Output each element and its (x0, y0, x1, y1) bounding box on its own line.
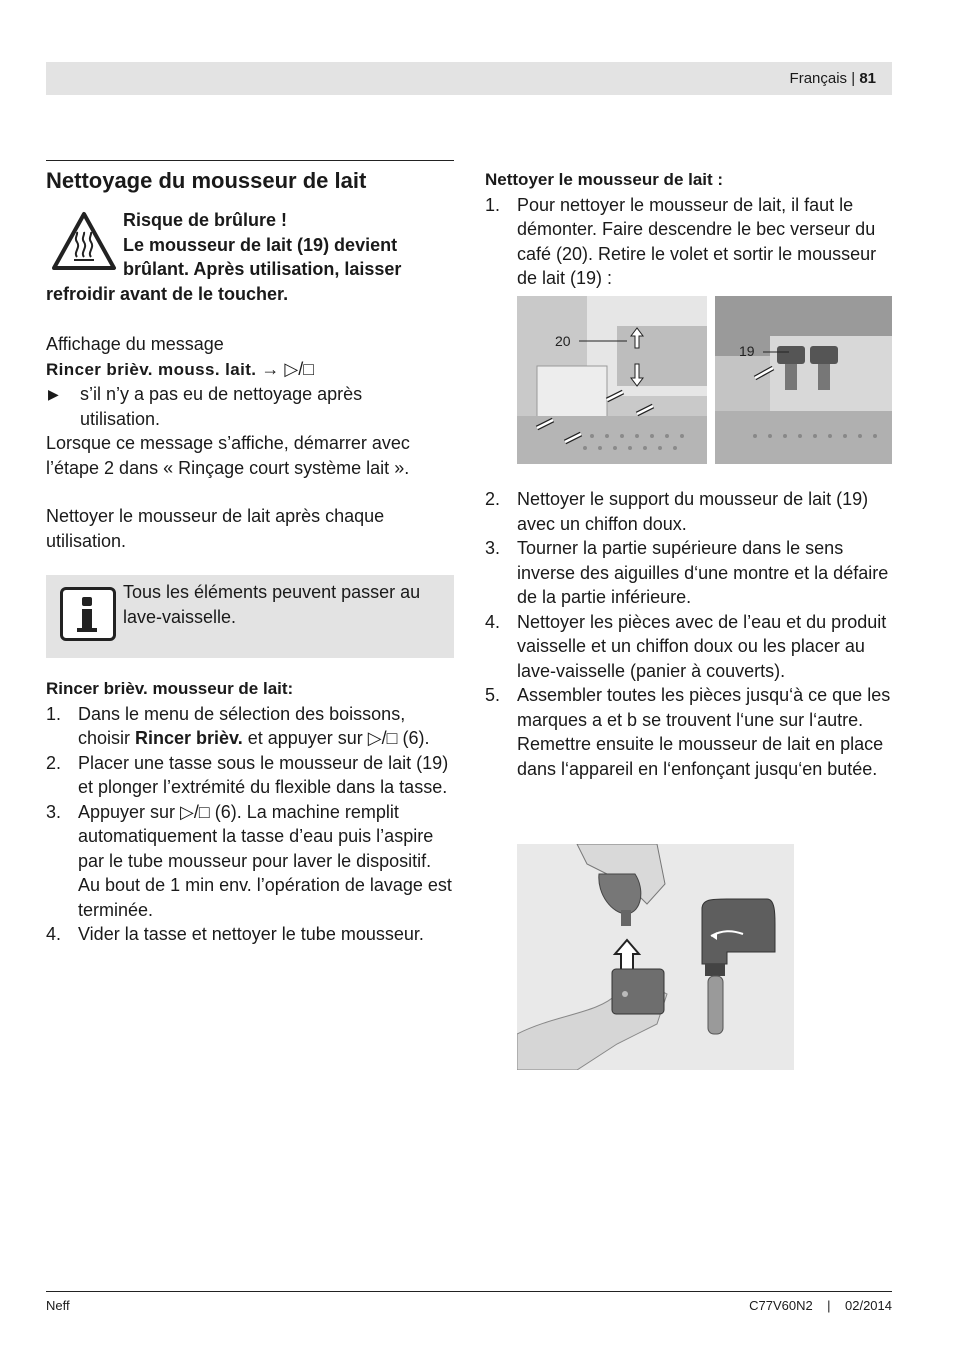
step-text-part: et appuyer sur ▷/□ (6). (242, 728, 430, 748)
step-text (78, 702, 454, 751)
list-item (46, 751, 454, 800)
machine-front-illustration (517, 296, 707, 464)
list-item (485, 193, 893, 291)
info-note (46, 575, 454, 658)
step-text: Assembler toutes les pièces jusqu‘à ce que les marques a et b se trouvent l‘une sur l‘autre. Remettre ensuite le mousseur de lait en place dans l‘appareil en l‘enfonçant jusqu‘en butée. (517, 685, 891, 779)
frother-removal-illustration (715, 296, 892, 464)
bullet-text (80, 382, 362, 431)
photo-frother-disassembly (517, 844, 794, 1070)
section-title: Nettoyage du mousseur de lait (46, 168, 367, 193)
display-intro: Affichage du message (46, 334, 224, 354)
step-number: 3. (46, 801, 62, 822)
warning-line: refroidir avant de le toucher. (46, 283, 289, 304)
step-text-part: Dans le menu de sélection des boissons, choisir (78, 703, 406, 748)
condition-bullet (46, 382, 454, 431)
step-text: Vider la tasse et nettoyer le tube mousseur. (78, 924, 424, 944)
warning-text (46, 208, 401, 306)
note-text: Tous les éléments peuvent passer au lave-vaisselle. (123, 582, 421, 627)
list-item (46, 702, 454, 751)
header-language: Français (789, 70, 848, 87)
rinse-steps (46, 702, 454, 947)
list-item (485, 487, 893, 536)
step-text: Nettoyer les pièces avec de l’eau et du produit vaisselle et un chiffon doux ou les placer au lave-vaisselle (panier à couverts). (517, 611, 887, 681)
list-item (485, 536, 893, 610)
triangle-bullet-icon: ▶ (48, 386, 59, 402)
left-column (46, 160, 454, 947)
footer-brand: Neff (46, 1298, 70, 1313)
step-text: Pour nettoyer le mousseur de lait, il faut le démonter. Faire descendre le bec verseur du café (20). Retire le volet et sortir le mousseur de lait (19) : (517, 194, 877, 288)
footer-info (749, 1298, 892, 1313)
step-number: 4. (485, 611, 501, 632)
menu-item-name: Rincer brièv. (135, 728, 243, 748)
photo-lower-coffee-spout (517, 296, 707, 464)
page-header (46, 62, 892, 95)
photo-remove-milk-frother (715, 296, 892, 464)
step-number: 1. (485, 194, 501, 215)
page-number: 81 (859, 70, 876, 87)
footer-rule (46, 1291, 892, 1292)
list-item (485, 683, 893, 781)
bullet-line: utilisation. (80, 408, 161, 429)
step-number: 2. (485, 489, 501, 509)
display-message-line (46, 357, 454, 383)
start-stop-symbol: → ▷/□ (261, 358, 315, 379)
warning-line: Le mousseur de lait (19) devient (123, 234, 398, 255)
step-number: 2. (46, 752, 62, 773)
step-text: Tourner la partie supérieure dans le sens inverse des aiguilles d‘une montre et la défaire de la partie inférieure. (517, 538, 889, 607)
step-number: 3. (485, 538, 501, 558)
step-number: 1. (46, 703, 62, 724)
publication-date: 02/2014 (845, 1298, 892, 1313)
paragraph: Nettoyer le mousseur de lait après chaque utilisation. (46, 506, 385, 551)
list-item (46, 800, 454, 923)
clean-steps-part2-container (485, 487, 893, 781)
header-text (790, 70, 876, 87)
right-column (485, 168, 893, 291)
model-number: C77V60N2 (749, 1298, 813, 1313)
rinse-subheading: Rincer brièv. mousseur de lait: (46, 679, 294, 698)
clean-steps-part2 (485, 487, 893, 781)
step-text: Appuyer sur ▷/□ (6). La machine remplit automatiquement la tasse d’eau puis l’aspire par le tube mousseur pour laver le dispositif. Au bout de 1 min env. l’opération de lavage est terminée. (78, 801, 452, 920)
step-text: Nettoyer le support du mousseur de lait (19) avec un chiffon doux. (517, 489, 869, 534)
info-icon (60, 587, 116, 641)
callout-label-20: 20 (555, 333, 571, 349)
title-rule (46, 160, 454, 161)
step-text: Placer une tasse sous le mousseur de lait (19) et plonger l’extrémité du flexible dans la tasse. (78, 752, 449, 797)
header-separator: | (851, 70, 856, 87)
warning-block (46, 208, 454, 308)
clean-steps-part1 (485, 193, 893, 291)
list-item (485, 610, 893, 684)
frother-parts-illustration (517, 844, 794, 1070)
bullet-line: s’il n’y a pas eu de nettoyage après (80, 384, 363, 404)
paragraph: Lorsque ce message s’affiche, démarrer avec l’étape 2 dans « Rinçage court système lait ». (46, 433, 410, 478)
clean-subheading: Nettoyer le mousseur de lait : (485, 170, 724, 189)
list-item (46, 922, 454, 947)
step-number: 5. (485, 685, 501, 705)
warning-line: brûlant. Après utilisation, laisser (123, 259, 402, 279)
step-number: 4. (46, 924, 62, 944)
warning-line: Risque de brûlure ! (123, 210, 288, 230)
footer-separator: | (827, 1298, 831, 1313)
display-message: Rincer brièv. mouss. lait. (46, 359, 257, 379)
callout-label-19: 19 (739, 343, 755, 359)
